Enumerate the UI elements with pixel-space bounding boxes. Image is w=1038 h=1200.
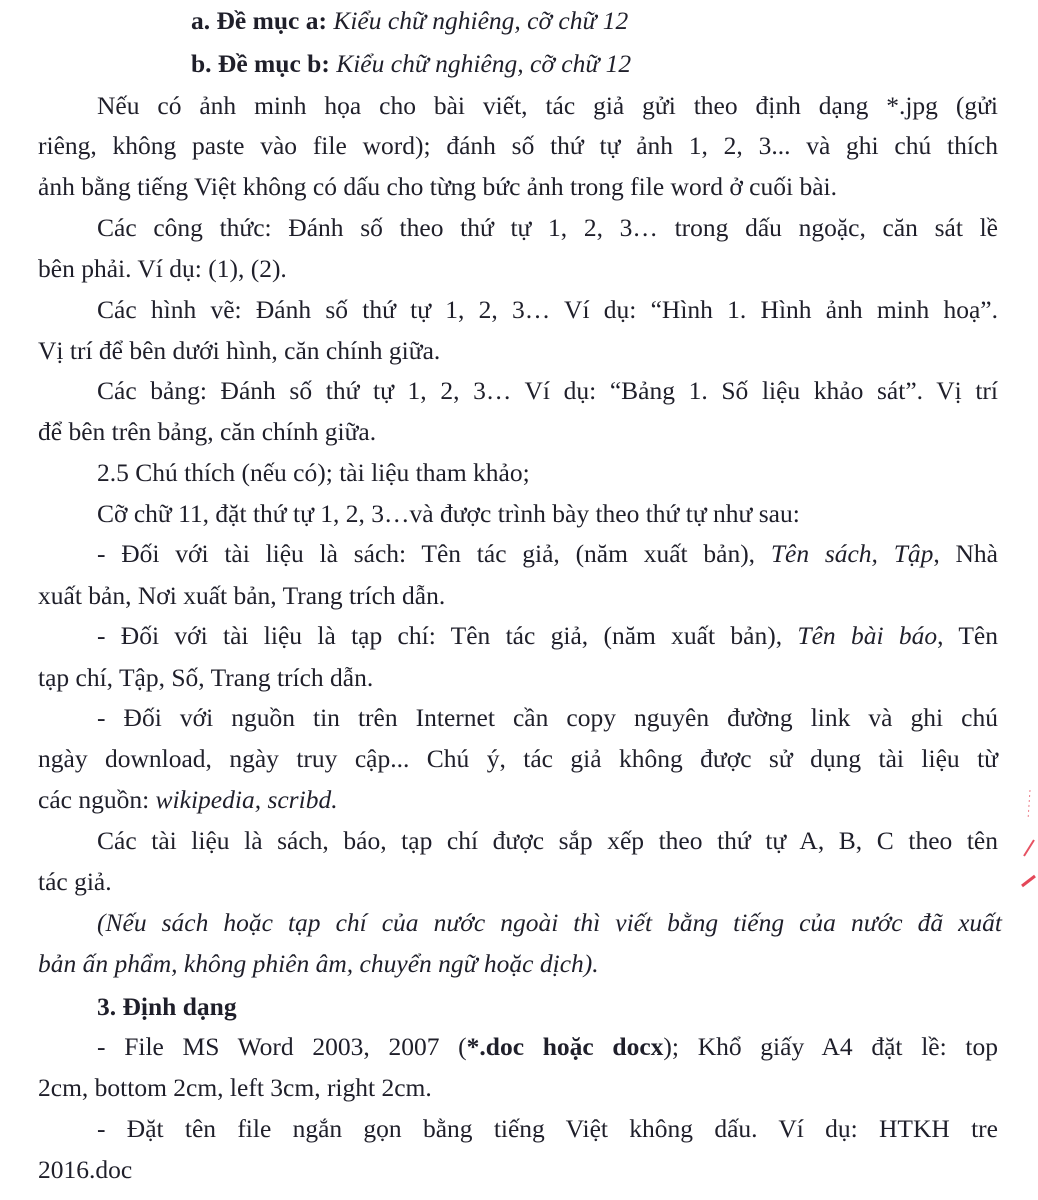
section-2-5-heading: 2.5 Chú thích (nếu có); tài liệu tham khảo;	[97, 458, 530, 487]
journals-line	[97, 620, 998, 652]
paragraph-line: Các hình vẽ: Đánh số thứ tự 1, 2, 3… Ví dụ: “Hình 1. Hình ảnh minh hoạ”.	[97, 295, 998, 324]
paragraph-line: Các tài liệu là sách, báo, tạp chí được sắp xếp theo thứ tự A, B, C theo tên	[97, 826, 998, 855]
section-3-heading: 3. Định dạng	[97, 992, 237, 1021]
foreign-note-line: (Nếu sách hoặc tạp chí của nước ngoài thì viết bằng tiếng của nước đã xuất	[97, 908, 1002, 937]
paragraph-line: Vị trí để bên dưới hình, căn chính giữa.	[38, 336, 441, 365]
paragraph-line: - Đặt tên file ngắn gọn bằng tiếng Việt không dấu. Ví dụ: HTKH tre	[97, 1114, 998, 1143]
paragraph-line: bên phải. Ví dụ: (1), (2).	[38, 254, 287, 283]
foreign-note-line: bản ấn phẩm, không phiên âm, chuyển ngữ hoặc dịch).	[38, 949, 599, 978]
journals-suffix: , Tên	[937, 621, 998, 650]
format-file-line	[97, 1031, 998, 1063]
books-suffix: , Nhà	[933, 539, 998, 568]
paragraph-line: để bên trên bảng, căn chính giữa.	[38, 417, 377, 446]
journals-prefix: - Đối với tài liệu là tạp chí: Tên tác giả, (năm xuất bản),	[97, 621, 798, 650]
paragraph-line: 2016.doc	[38, 1155, 133, 1184]
paragraph-line: ảnh bằng tiếng Việt không có dấu cho từng bức ảnh trong file word ở cuối bài.	[38, 172, 837, 201]
format-file-prefix: - File MS Word 2003, 2007 (	[97, 1032, 467, 1061]
heading-a	[191, 5, 1038, 37]
internet-sources-line	[38, 784, 1038, 816]
heading-b-text: Kiểu chữ nghiêng, cỡ chữ 12	[336, 49, 632, 78]
journals-italic: Tên bài báo	[797, 621, 938, 650]
internet-sources-italic: wikipedia, scribd.	[155, 785, 338, 814]
internet-sources-prefix: các nguồn:	[38, 785, 156, 814]
paragraph-line: Cỡ chữ 11, đặt thứ tự 1, 2, 3…và được trình bày theo thứ tự như sau:	[97, 499, 800, 528]
paragraph-line: tác giả.	[38, 867, 112, 896]
paragraph-line: tạp chí, Tập, Số, Trang trích dẫn.	[38, 663, 374, 692]
books-prefix: - Đối với tài liệu là sách: Tên tác giả, (năm xuất bản),	[97, 539, 771, 568]
paragraph-line: - Đối với nguồn tin trên Internet cần copy nguyên đường link và ghi chú	[97, 703, 998, 732]
paragraph-line: Các bảng: Đánh số thứ tự 1, 2, 3… Ví dụ: “Bảng 1. Số liệu khảo sát”. Vị trí	[97, 376, 998, 405]
paragraph-line: ngày download, ngày truy cập... Chú ý, tác giả không được sử dụng tài liệu từ	[38, 744, 998, 773]
paragraph-line: riêng, không paste vào file word); đánh số thứ tự ảnh 1, 2, 3... và ghi chú thích	[38, 131, 998, 160]
heading-a-label: a. Đề mục a:	[191, 6, 327, 35]
books-italic: Tên sách, Tập	[770, 539, 934, 568]
format-file-suffix: ); Khổ giấy A4 đặt lề: top	[663, 1032, 998, 1061]
paragraph-line: xuất bản, Nơi xuất bản, Trang trích dẫn.	[38, 581, 446, 610]
format-file-bold: *.doc hoặc docx	[466, 1032, 664, 1061]
paragraph-line: Nếu có ảnh minh họa cho bài viết, tác giả gửi theo định dạng *.jpg (gửi	[97, 91, 998, 120]
heading-a-text: Kiểu chữ nghiêng, cỡ chữ 12	[333, 6, 629, 35]
heading-b-label: b. Đề mục b:	[191, 49, 330, 78]
margin-mark	[1006, 790, 1036, 900]
heading-b	[191, 48, 1038, 80]
paragraph-line: Các công thức: Đánh số theo thứ tự 1, 2, 3… trong dấu ngoặc, căn sát lề	[97, 213, 998, 242]
paragraph-line: 2cm, bottom 2cm, left 3cm, right 2cm.	[38, 1073, 432, 1102]
books-line	[97, 538, 998, 570]
